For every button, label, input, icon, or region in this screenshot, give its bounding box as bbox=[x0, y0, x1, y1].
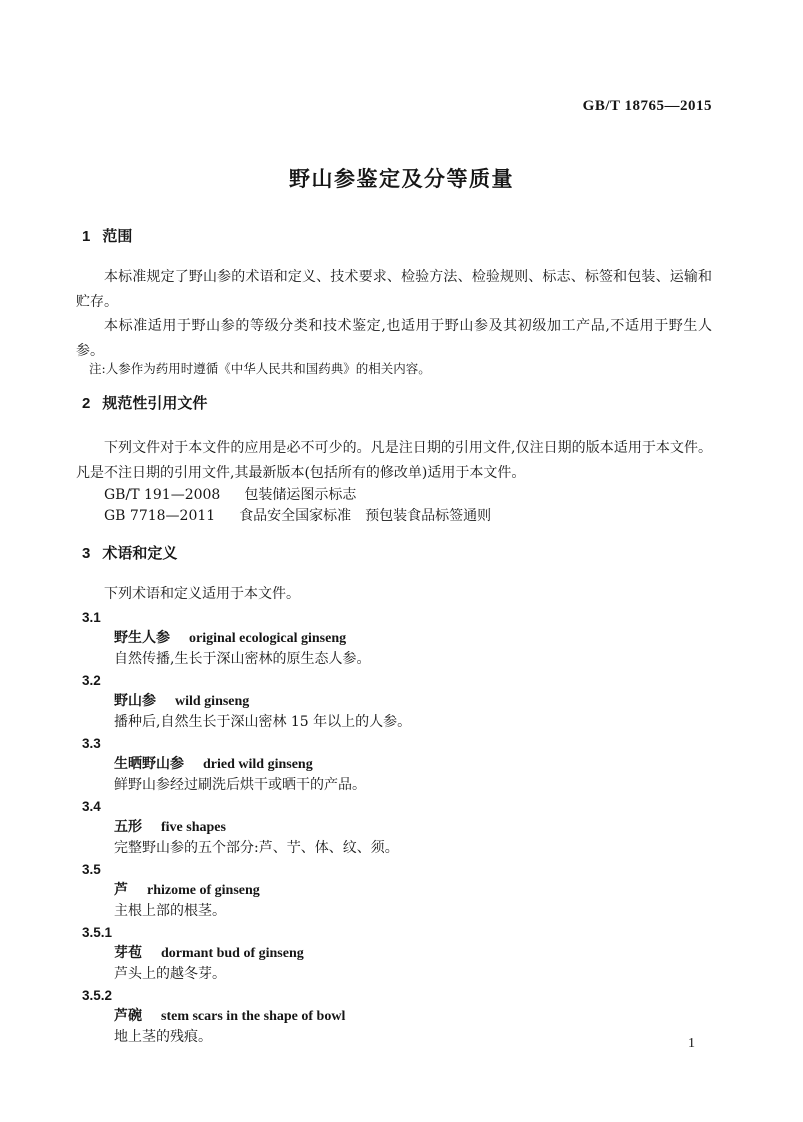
term-block bbox=[76, 607, 712, 670]
paragraph-references-intro: 下列文件对于本文件的应用是必不可少的。凡是注日期的引用文件,仅注日期的版本适用于本文件。凡是不注日期的引用文件,其最新版本(包括所有的修改单)适用于本文件。 bbox=[76, 440, 712, 481]
term-name-en: five shapes bbox=[161, 819, 226, 835]
term-name-zh: 芦 bbox=[114, 881, 128, 898]
term-definition: 地上茎的残痕。 bbox=[114, 1028, 212, 1045]
term-name-en: dormant bud of ginseng bbox=[161, 945, 304, 961]
term-definition: 鲜野山参经过刷洗后烘干或晒干的产品。 bbox=[114, 776, 366, 793]
term-number: 3.5.2 bbox=[82, 987, 113, 1003]
term-block bbox=[76, 733, 712, 796]
term-number: 3.2 bbox=[82, 672, 101, 688]
term-name-line bbox=[76, 754, 712, 775]
term-number: 3.5 bbox=[82, 861, 101, 877]
term-name-line bbox=[76, 1006, 712, 1027]
standard-code: GB/T 18765—2015 bbox=[582, 98, 712, 114]
reference-title: 食品安全国家标准 预包装食品标签通则 bbox=[239, 508, 492, 524]
term-name-en: rhizome of ginseng bbox=[147, 882, 260, 898]
term-number: 3.3 bbox=[82, 735, 101, 751]
section-title: 术语和定义 bbox=[102, 544, 178, 562]
section-heading-normative-references bbox=[76, 393, 712, 414]
document-title: 野山参鉴定及分等质量 bbox=[289, 167, 514, 191]
terms-list bbox=[76, 607, 712, 1048]
section-number: 1 bbox=[82, 228, 91, 245]
reference-item bbox=[76, 485, 712, 506]
section-heading-scope bbox=[76, 226, 712, 247]
section-number: 2 bbox=[82, 395, 91, 412]
section-number: 3 bbox=[82, 545, 91, 562]
note: 注:人参作为药用时遵循《中华人民共和国药典》的相关内容。 bbox=[89, 361, 431, 376]
reference-item bbox=[76, 506, 712, 527]
term-name-en: stem scars in the shape of bowl bbox=[161, 1008, 346, 1024]
term-name-en: dried wild ginseng bbox=[203, 756, 313, 772]
section-title: 范围 bbox=[102, 227, 133, 245]
paragraph-scope-2: 本标准适用于野山参的等级分类和技术鉴定,也适用于野山参及其初级加工产品,不适用于野生人参。 bbox=[76, 318, 712, 359]
paragraph-terms-intro: 下列术语和定义适用于本文件。 bbox=[104, 586, 300, 602]
term-name-line bbox=[76, 691, 712, 712]
term-number: 3.4 bbox=[82, 798, 101, 814]
reference-title: 包装储运图示标志 bbox=[244, 487, 357, 503]
term-name-zh: 五形 bbox=[114, 818, 142, 835]
term-name-zh: 野生人参 bbox=[114, 629, 170, 646]
term-block bbox=[76, 922, 712, 985]
term-name-line bbox=[76, 817, 712, 838]
section-heading-terms-definitions bbox=[76, 543, 712, 564]
term-block bbox=[76, 859, 712, 922]
document-body bbox=[76, 226, 712, 1048]
term-name-zh: 生晒野山参 bbox=[114, 755, 184, 772]
term-name-zh: 芽苞 bbox=[114, 944, 142, 961]
term-definition: 完整野山参的五个部分:芦、艼、体、纹、须。 bbox=[114, 839, 399, 856]
term-name-line bbox=[76, 628, 712, 649]
term-name-en: wild ginseng bbox=[175, 693, 250, 709]
page-number: 1 bbox=[688, 1036, 695, 1051]
reference-code: GB/T 191—2008 bbox=[104, 487, 221, 503]
term-definition: 芦头上的越冬芽。 bbox=[114, 965, 226, 982]
paragraph-scope-1: 本标准规定了野山参的术语和定义、技术要求、检验方法、检验规则、标志、标签和包装、运输和贮存。 bbox=[76, 269, 712, 310]
term-definition: 自然传播,生长于深山密林的原生态人参。 bbox=[114, 650, 371, 667]
term-block bbox=[76, 670, 712, 733]
term-name-en: original ecological ginseng bbox=[189, 630, 347, 646]
term-name-line bbox=[76, 943, 712, 964]
reference-code: GB 7718—2011 bbox=[104, 508, 216, 524]
term-block bbox=[76, 985, 712, 1048]
term-name-line bbox=[76, 880, 712, 901]
term-definition: 播种后,自然生长于深山密林 15 年以上的人参。 bbox=[114, 713, 412, 730]
section-title: 规范性引用文件 bbox=[102, 394, 208, 412]
term-definition: 主根上部的根茎。 bbox=[114, 902, 226, 919]
term-number: 3.1 bbox=[82, 609, 101, 625]
term-name-zh: 芦碗 bbox=[114, 1007, 142, 1024]
term-number: 3.5.1 bbox=[82, 924, 113, 940]
term-block bbox=[76, 796, 712, 859]
term-name-zh: 野山参 bbox=[114, 692, 156, 709]
